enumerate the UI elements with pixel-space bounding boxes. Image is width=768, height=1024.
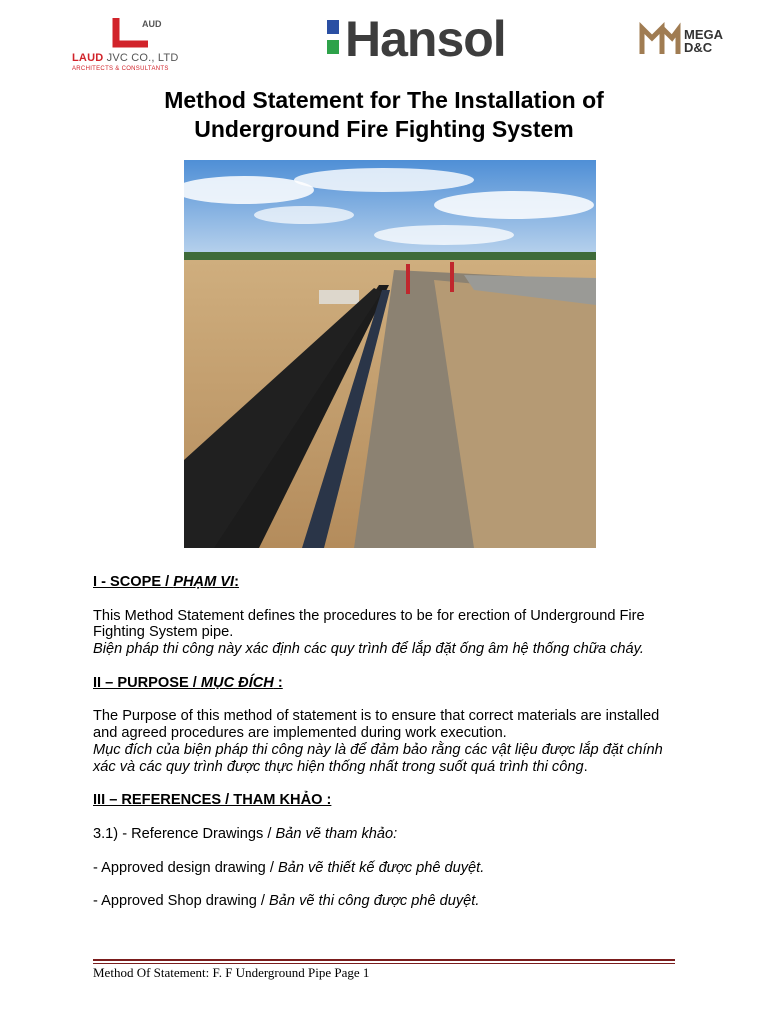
reference-item-3: - Approved Shop drawing / Bản vẽ thi công được phê duyệt. xyxy=(93,893,480,910)
laud-mark-icon xyxy=(108,16,162,50)
document-title xyxy=(0,86,768,144)
mega-name: MEGA D&C xyxy=(684,27,723,55)
scope-heading: I - SCOPE / PHẠM VI: xyxy=(93,574,239,590)
mega-mark-icon xyxy=(640,24,680,56)
hansol-wordmark: Hansol xyxy=(345,11,506,67)
footer-rule xyxy=(93,959,675,961)
scope-text-en: This Method Statement defines the procedures to be for erection of Underground Fire Fighting System pipe. xyxy=(93,607,645,641)
title-line-2: Underground Fire Fighting System xyxy=(194,116,574,142)
references-heading: III – REFERENCES / THAM KHẢO : xyxy=(93,792,332,809)
mega-logo xyxy=(640,24,723,58)
hansol-bars-icon xyxy=(327,20,339,60)
reference-item-2: - Approved design drawing / Bản vẽ thiết kế được phê duyệt. xyxy=(93,859,485,876)
title-line-1: Method Statement for The Installation of xyxy=(164,87,604,113)
laud-subtitle: ARCHITECTS & CONSULTANTS xyxy=(72,66,169,72)
document-body xyxy=(93,574,683,910)
laud-logo xyxy=(72,16,212,72)
page-footer: Method Of Statement: F. F Underground Pipe Page 1 xyxy=(93,965,370,980)
purpose-text-en: The Purpose of this method of statement is to ensure that correct materials are installed and agreed procedures are implemented during work execution. xyxy=(93,708,660,742)
purpose-text-vi: Mục đích của biện pháp thi công này là để đảm bảo rằng các vật liệu được lắp đặt chính xác và các quy trình được thực hiện thống nhất trong suốt quá trình thi công. xyxy=(93,741,663,775)
page-header xyxy=(0,0,768,80)
laud-name: LAUD JVC CO., LTD xyxy=(72,52,179,64)
reference-item-1: 3.1) - Reference Drawings / Bản vẽ tham khảo: xyxy=(93,825,398,842)
footer-rule-thin xyxy=(93,963,675,964)
construction-site-photo xyxy=(184,160,596,548)
purpose-heading: II – PURPOSE / MỤC ĐÍCH : xyxy=(93,674,283,691)
laud-mark-letters: AUD xyxy=(142,19,162,29)
scope-text-vi: Biện pháp thi công này xác định các quy trình để lắp đặt ống âm hệ thống chữa cháy. xyxy=(93,641,644,658)
